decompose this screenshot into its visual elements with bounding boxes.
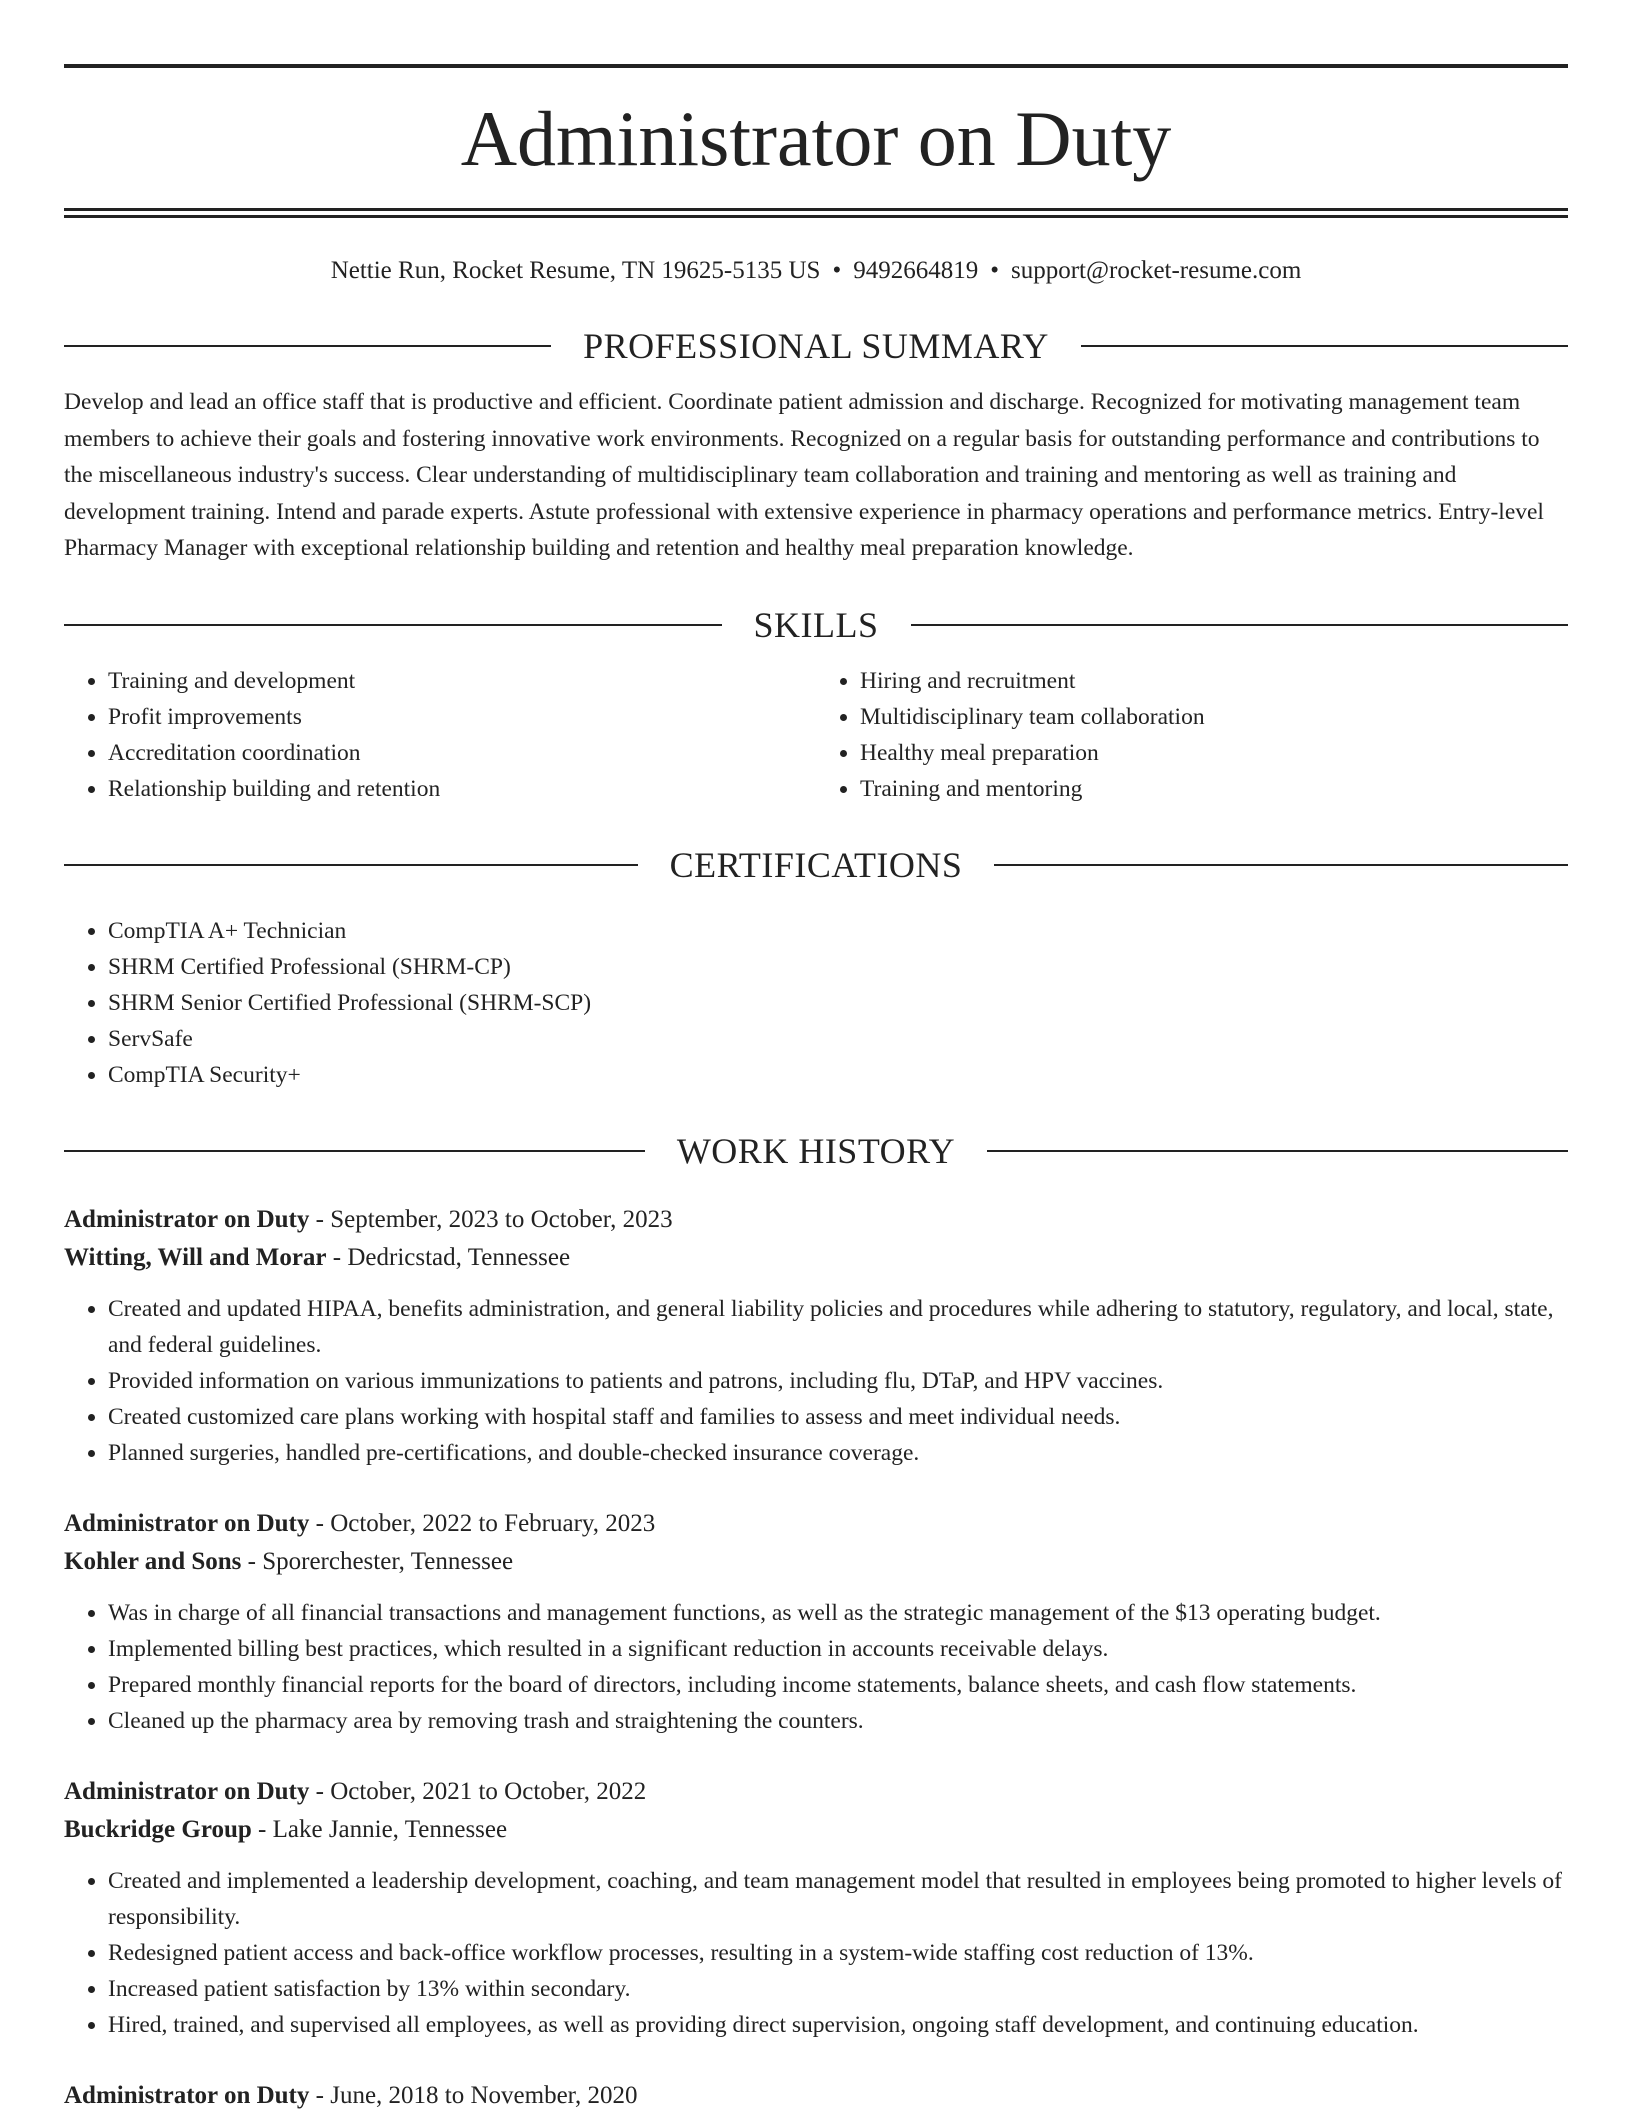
top-rule xyxy=(64,64,1568,68)
contact-email: support@rocket-resume.com xyxy=(1011,257,1302,284)
section-heading-summary xyxy=(64,324,1568,368)
contact-line xyxy=(64,254,1568,288)
job-bullet: • Cleaned up the pharmacy area by removing trash and straightening the counters. xyxy=(108,1703,1568,1739)
certification-item: • SHRM Senior Certified Professional (SHRM-SCP) xyxy=(108,985,1568,1021)
skill-item: • Accreditation coordination xyxy=(108,735,816,771)
job-location: - Dedricstad, Tennessee xyxy=(326,1243,571,1271)
job-title-line xyxy=(64,2077,1568,2115)
job-bullet: • Hired, trained, and supervised all employees, as well as providing direct supervision, ongoing staff development, and continuing education. xyxy=(108,2007,1568,2043)
job-company-line xyxy=(64,1239,1568,1277)
heading-rule-left xyxy=(64,1150,645,1152)
certifications-list xyxy=(64,913,1568,1093)
certification-item: • CompTIA Security+ xyxy=(108,1057,1568,1093)
job-bullet: • Created and implemented a leadership development, coaching, and team management model that resulted in employees being promoted to higher levels of responsibility. xyxy=(108,1863,1568,1935)
work-history-heading: WORK HISTORY xyxy=(676,1130,956,1171)
contact-separator: • xyxy=(990,257,999,284)
skills-list-left xyxy=(64,663,816,807)
section-heading-certifications xyxy=(64,843,1568,887)
skill-item: • Hiring and recruitment xyxy=(860,663,1568,699)
job-title: Administrator on Duty xyxy=(64,1205,310,1233)
skill-item: • Training and mentoring xyxy=(860,771,1568,807)
job-dates: - October, 2022 to February, 2023 xyxy=(309,1509,656,1537)
section-heading-skills xyxy=(64,603,1568,647)
job-entry xyxy=(64,1773,1568,2043)
job-bullet: • Created customized care plans working with hospital staff and families to assess and meet individual needs. xyxy=(108,1399,1568,1435)
summary-text: Develop and lead an office staff that is productive and efficient. Coordinate patient admission and discharge. Recognized for motivating management team members to achieve their goals and fostering innovative work environments. Recognized on a regular basis for outstanding performance and contributions to the miscellaneous industry's success. Clear understanding of multidisciplinary team collaboration and training and mentoring as well as training and development training. Intend and parade experts. Astute professional with extensive experience in pharmacy operations and performance metrics. Entry-level Pharmacy Manager with exceptional relationship building and retention and healthy meal preparation knowledge. xyxy=(64,389,1544,561)
heading-rule-left xyxy=(64,624,722,626)
resume-header xyxy=(64,64,1568,288)
heading-rule-right xyxy=(987,1150,1568,1152)
job-bullet: • Redesigned patient access and back-office workflow processes, resulting in a system-wide staffing cost reduction of 13%. xyxy=(108,1935,1568,1971)
job-bullet: • Planned surgeries, handled pre-certifications, and double-checked insurance coverage. xyxy=(108,1435,1568,1471)
job-company-line xyxy=(64,1543,1568,1581)
job-bullets xyxy=(64,1595,1568,1739)
job-company: Kohler and Sons xyxy=(64,1547,242,1575)
job-bullet: • Increased patient satisfaction by 13% within secondary. xyxy=(108,1971,1568,2007)
job-title: Administrator on Duty xyxy=(64,1777,310,1805)
job-company: Witting, Will and Morar xyxy=(64,1243,327,1271)
job-bullets xyxy=(64,1291,1568,1471)
certification-item: • SHRM Certified Professional (SHRM-CP) xyxy=(108,949,1568,985)
job-location: - Sporerchester, Tennessee xyxy=(241,1547,514,1575)
job-bullet: • Provided information on various immunizations to patients and patrons, including flu, DTaP, and HPV vaccines. xyxy=(108,1363,1568,1399)
job-title-line xyxy=(64,1773,1568,1811)
certification-item: • CompTIA A+ Technician xyxy=(108,913,1568,949)
heading-rule-left xyxy=(64,345,551,347)
skill-item: • Profit improvements xyxy=(108,699,816,735)
skills-list-right xyxy=(816,663,1568,807)
name-double-rule xyxy=(64,208,1568,218)
job-dates: - June, 2018 to November, 2020 xyxy=(309,2081,638,2109)
job-title: Administrator on Duty xyxy=(64,1509,310,1537)
heading-rule-right xyxy=(1081,345,1568,347)
certification-item: • ServSafe xyxy=(108,1021,1568,1057)
skills-heading: SKILLS xyxy=(753,604,879,645)
heading-rule-left xyxy=(64,864,638,866)
section-heading-work-history xyxy=(64,1129,1568,1173)
heading-rule-right xyxy=(911,624,1569,626)
skills-columns xyxy=(64,663,1568,807)
skill-item: • Healthy meal preparation xyxy=(860,735,1568,771)
job-entry xyxy=(64,1505,1568,1739)
job-title-line xyxy=(64,1201,1568,1239)
job-bullet: • Prepared monthly financial reports for the board of directors, including income statements, balance sheets, and cash flow statements. xyxy=(108,1667,1568,1703)
job-bullet: • Created and updated HIPAA, benefits administration, and general liability policies and procedures while adhering to statutory, regulatory, and local, state, and federal guidelines. xyxy=(108,1291,1568,1363)
job-entry xyxy=(64,1201,1568,1471)
resume-name: Administrator on Duty xyxy=(460,95,1172,182)
job-dates: - September, 2023 to October, 2023 xyxy=(309,1205,673,1233)
job-entry xyxy=(64,2077,1568,2115)
contact-phone: 9492664819 xyxy=(853,257,979,284)
job-bullets xyxy=(64,1863,1568,2043)
skill-item: • Relationship building and retention xyxy=(108,771,816,807)
summary-heading: PROFESSIONAL SUMMARY xyxy=(583,326,1049,366)
certifications-heading: CERTIFICATIONS xyxy=(669,844,963,885)
job-dates: - October, 2021 to October, 2022 xyxy=(309,1777,647,1805)
job-title-line xyxy=(64,1505,1568,1543)
job-company-line xyxy=(64,1811,1568,1849)
job-bullet: • Implemented billing best practices, which resulted in a significant reduction in accounts receivable delays. xyxy=(108,1631,1568,1667)
contact-separator: • xyxy=(832,257,842,284)
job-company: Buckridge Group xyxy=(64,1815,252,1843)
job-bullet: • Was in charge of all financial transactions and management functions, as well as the strategic management of the $13 operating budget. xyxy=(108,1595,1568,1631)
resume-page xyxy=(64,0,1568,2115)
job-location: - Lake Jannie, Tennessee xyxy=(251,1815,508,1843)
job-title: Administrator on Duty xyxy=(64,2081,310,2109)
skill-item: • Multidisciplinary team collaboration xyxy=(860,699,1568,735)
heading-rule-right xyxy=(994,864,1568,866)
skill-item: • Training and development xyxy=(108,663,816,699)
contact-address: Nettie Run, Rocket Resume, TN 19625-5135 US xyxy=(330,257,821,284)
